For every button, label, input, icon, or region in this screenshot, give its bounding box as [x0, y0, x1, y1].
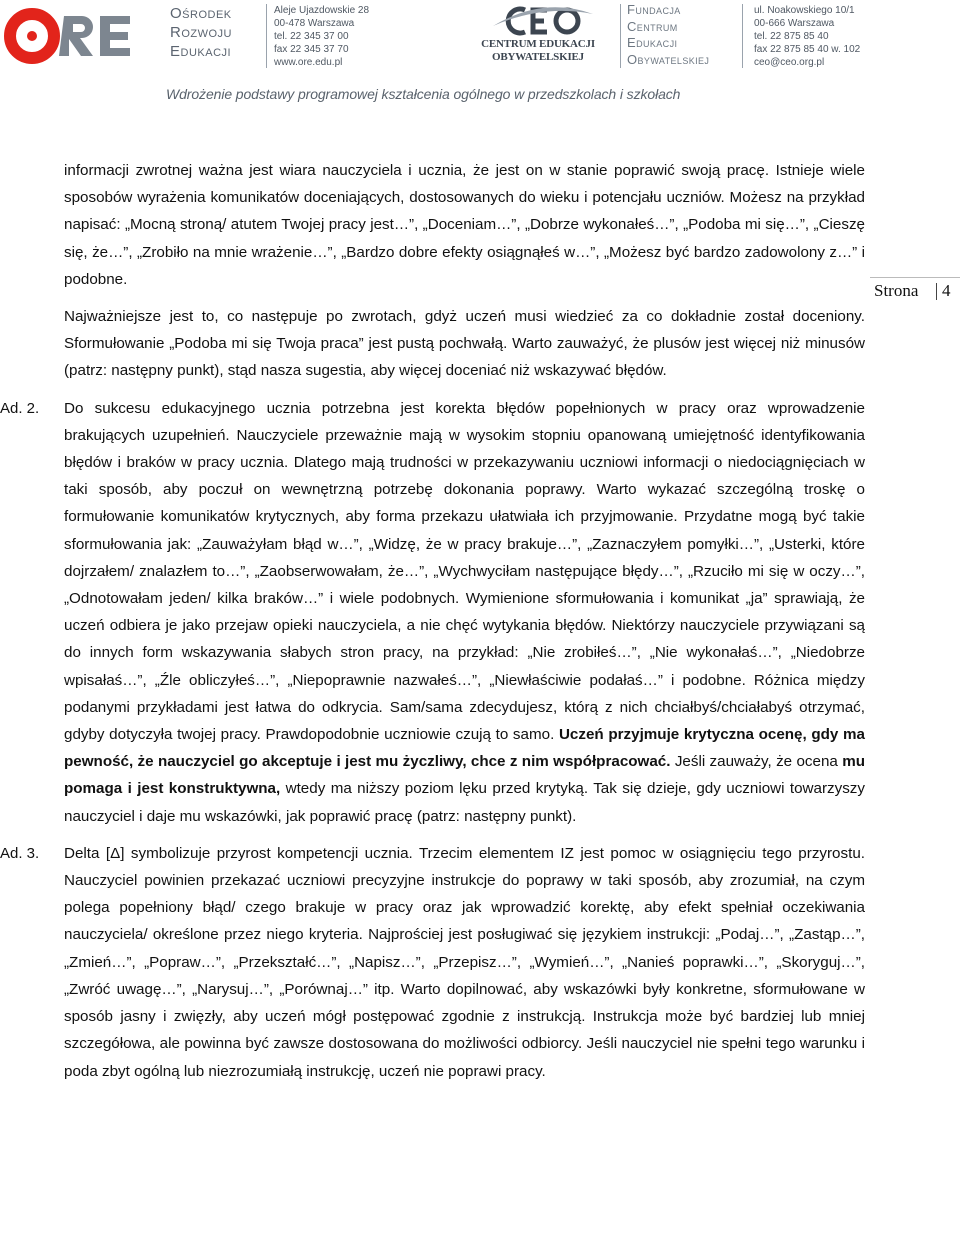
page-number-separator	[936, 283, 937, 300]
ad2-text-a: Do sukcesu edukacyjnego ucznia potrzebna jest korekta błędów popełnionych w pracy oraz wprowadzenie brakujących uzupełnień. Nauczyciele przeważnie mają w wysokim stopniu opanowaną umiejętność identyfikowania błędów i braków w pracy ucznia. Dlatego mają trudności w przekazywaniu uczniowi informacji o niedociągnięciach w taki sposób, aby poczuł on wewnętrzną potrzebę dokonania poprawy. Warto wykazać szczególną troskę o formułowanie komunikatów krytycznych, aby forma przekazu ułatwiała ich przyjmowanie. Przydatne mogą być takie sformułowania jak: „Zauważyłam błąd w…”, „Widzę, że w pracy brakuje…”, „Zaznaczyłem pomyłki…”, „Usterki, które dojrzałem/ znalazłem to…”, „Zaobserwowałam, że…”, „Wychwyciłam następujące błędy…”, „Rzuciło mi się w oczy…”, „Odnotowałam jeden/ kilka braków…” i wiele podobnych. Wymienione sformułowania i komunikat „ja” sprawiają, że uczeń odbiera je jako przejaw opieki nauczyciela, a nie chęć wytykania błędów. Niektórzy nauczyciele przywiązani są do innych form wskazywania słabych stron pracy, na przykład: „Nie zrobiłeś…”, „Nie wykonałaś…”, „Niedobrze wpisałaś…”, „Źle obliczyłeś…”, „Niepoprawnie nazwałeś…”, „Niewłaściwie podałaś…” i podobne. Różnica między podanymi przykładami jest łatwa do odkrycia. Sam/sama zdecydujesz, którą z nich chciałbyś/chciałabyś otrzymać, gdyby dotyczyła twojej pracy. Prawdopodobnie uczniowie czują to samo.	[64, 399, 865, 744]
page-number-label: Strona	[874, 281, 919, 300]
paragraph-ad-3: Delta [Δ] symbolizuje przyrost kompetencji ucznia. Trzecim elementem IZ jest pomoc w osiągnięciu tego przyrostu. Nauczyciel powinien przekazać uczniowi precyzyjne instrukcje do poprawy w taki sposób, aby zrozumiał, na czym polega popełniony błąd/ czego brakuje w pracy oraz jak wprowadzić korektę, aby efekt spełniał oczekiwania nauczyciela/ określone przez niego kryteria. Najprościej jest posługiwać się językiem instrukcji: „Podaj…”, „Zastąp…”, „Zmień…”, „Popraw…”, „Przekształć…”, „Napisz…”, „Przepisz…”, „Wymień…”, „Nanieś poprawki…”, „Skoryguj…”, „Zwróć uwagę…”, „Narysuj…”, „Porównaj…” itp. Warto dopilnować, aby wskazówki były konkretne, sformułowane w sposób jasny i zwięzły, aby uczeń mógł postępować zgodnie z instrukcją. Instrukcja może być bardziej lub mniej szczegółowa, ale powinna być zawsze dostosowana do możliwości odbiorcy. Jeśli nauczyciel nie spełni tego warunku i poda zbyt ogólną lub niezrozumiałą instrukcję, uczeń nie poprawi pracy.	[64, 844, 865, 1080]
ad2-bold-1: Uczeń przyjmuje krytyczna ocenę, gdy ma pewność, że nauczyciel go akceptuje i jest mu życzliwy, chce z nim współpracować.	[64, 726, 865, 771]
page-header	[0, 0, 960, 105]
fundacja-name: Fundacja Centrum Edukacji Obywatelskiej	[627, 2, 710, 67]
ore-logo	[0, 0, 158, 72]
paragraph-praise-phrases: informacji zwrotnej ważna jest wiara nauczyciela i ucznia, że jest on w stanie poprawić swoją pracę. Istnieje wiele sposobów wyrażenia komunikatów doceniających, dostosowanych do wieku i potencjału uczniów. Możesz na przykład napisać: „Mocną stroną/ atutem Twojej pracy jest…”, „Doceniam…”, „Dobrze wykonałeś…”, „Podoba mi się…”, „Cieszę się, że…”, „Zrobiło na mnie wrażenie…”, „Bardzo dobre efekty osiągnąłeś w…”, „Możesz być bardzo zadowolony z…” i podobne.	[64, 162, 865, 288]
section-ad-2	[0, 395, 865, 830]
paragraph-after-phrases: Najważniejsze jest to, co następuje po zwrotach, gdyż uczeń musi wiedzieć za co dokładnie został doceniony. Sformułowanie „Podoba mi się Twoja praca” jest pustą pochwałą. Warto zauważyć, że plusów jest więcej niż minusów (patrz: następny punkt), stąd nasza sugestia, aby więcej doceniać niż wskazywać błędów.	[64, 308, 865, 380]
paragraph-ad-2	[64, 395, 865, 830]
ad2-bold-2: mu pomaga i jest konstruktywna,	[64, 753, 865, 798]
page-number-rule	[870, 277, 960, 278]
ore-letters-icon	[59, 16, 130, 56]
section-label: Ad. 3.	[0, 844, 40, 862]
section-label: Ad. 2.	[0, 399, 40, 417]
document-body	[0, 157, 865, 1085]
page-number	[870, 277, 960, 303]
ad2-text-c: wtedy ma niższy poziom lęku przed krytyką. Tak się dzieje, gdy uczniowi towarzyszy nauczyciel i daje mu wskazówki, jak poprawić pracę (patrz: następny punkt).	[64, 780, 865, 825]
ore-name: Ośrodek Rozwoju Edukacji	[170, 5, 232, 60]
ceo-name: CENTRUM EDUKACJI OBYWATELSKIEJ	[481, 38, 595, 63]
ore-circle-icon	[10, 14, 54, 58]
header-subtitle: Wdrożenie podstawy programowej kształcenia ogólnego w przedszkolach i szkołach	[166, 86, 681, 102]
header-divider	[266, 4, 267, 68]
header-divider	[742, 4, 743, 68]
ore-address: Aleje Ujazdowskie 28 00-478 Warszawa tel. 22 345 37 00 fax 22 345 37 70 www.ore.edu.pl	[274, 5, 370, 68]
ceo-letters-icon	[508, 9, 578, 33]
section-ad-3	[0, 840, 865, 1085]
page-number-value: 4	[942, 281, 951, 300]
fundacja-address: ul. Noakowskiego 10/1 00-666 Warszawa tel. 22 875 85 40 fax 22 875 85 40 w. 102 ceo@ceo.org.pl	[754, 5, 861, 68]
ad2-text-b: Jeśli zauważy, że ocena	[670, 753, 843, 771]
header-divider	[620, 4, 621, 68]
